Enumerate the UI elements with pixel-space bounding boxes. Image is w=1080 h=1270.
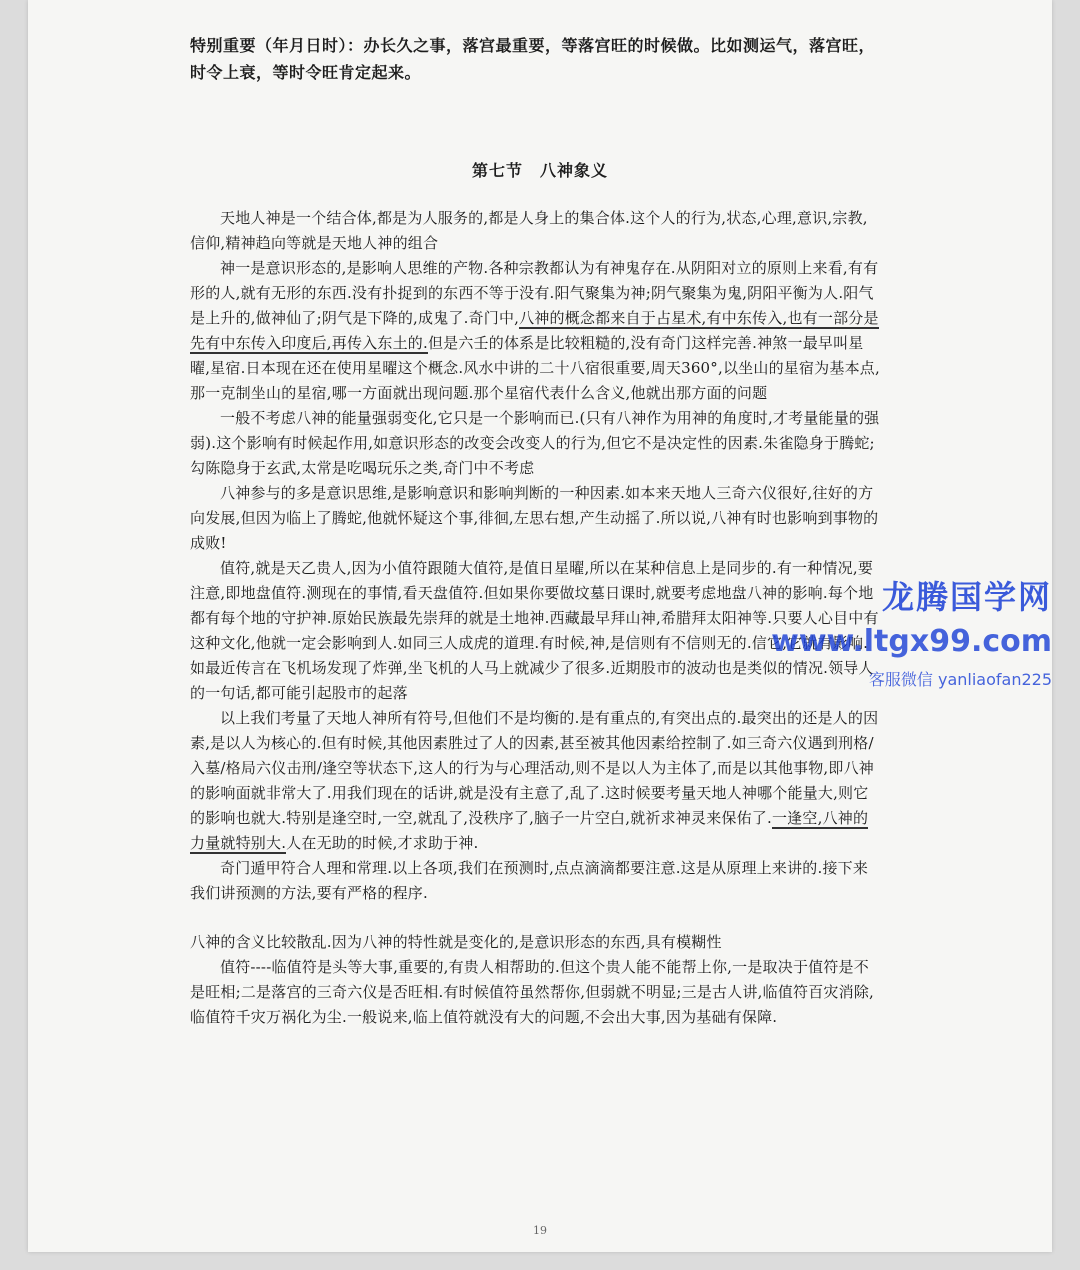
watermark-title: 龙腾国学网 [881,578,1052,616]
paragraph-7: 奇门遁甲符合人理和常理.以上各项,我们在预测时,点点滴滴都要注意.这是从原理上来讲的.接下来我们讲预测的方法,要有严格的程序. [190,859,869,902]
paragraph-8: 八神的含义比较散乱.因为八神的特性就是变化的,是意识形态的东西,具有模糊性 [190,933,722,951]
paragraph-6-tail: 人在无助的时候,才求助于神. [286,834,479,852]
paragraph-2 [190,256,880,406]
page-number: 19 [533,1224,547,1237]
paragraph-6-text: 以上我们考量了天地人神所有符号,但他们不是均衡的.是有重点的,有突出点的.最突出的还是人的因素,是以人为核心的.但有时候,其他因素胜过了人的因素,甚至被其他因素给控制了.如三奇六仪遇到刑格/入墓/格局六仪击刑/逢空等状态下,这人的行为与心理活动,则不是以人为主体了,而是以其他事物,即八神的影响面就非常大了.用我们现在的话讲,就是没有主意了,乱了.这时候要考量天地人神哪个能量大,则它的影响也就大.特别是逢空时,一空,就乱了,没秩序了,脑子一片空白,就祈求神灵来保佑了. [190,709,879,827]
paragraph-6 [190,706,880,856]
watermark-contact: 客服微信 yanliaofan225 [868,670,1052,689]
paragraph-3: 一般不考虑八神的能量强弱变化,它只是一个影响而已.(只有八神作为用神的角度时,才考量能量的强弱).这个影响有时候起作用,如意识形态的改变会改变人的行为,但它不是决定性的因素.朱雀隐身于腾蛇;勾陈隐身于玄武,太常是吃喝玩乐之类,奇门中不考虑 [190,409,880,477]
underlined-fengkong: 一逢空,八神的力量就特别大. [190,809,869,852]
intro-paragraph: 特别重要（年月日时）：办长久之事，落宫最重要，等落宫旺的时候做。比如测运气，落宫旺，时令上衰，等时令旺肯定起来。 [190,36,876,82]
paragraph-5: 值符,就是天乙贵人,因为小值符跟随大值符,是值日星曜,所以在某种信息上是同步的.有一种情况,要注意,即地盘值符.测现在的事情,看天盘值符.但如果你要做坟墓日课时,就要考虑地盘八神的影响.每个地都有每个地的守护神.原始民族最先崇拜的就是土地神.西藏最早拜山神,希腊拜太阳神等.只要人心目中有这种文化,他就一定会影响到人.如同三人成虎的道理.有时候,神,是信则有不信则无的.信它,它就有影响.如最近传言在飞机场发现了炸弹,坐飞机的人马上就减少了很多.近期股市的波动也是类似的情况.领导人的一句话,都可能引起股市的起落 [190,559,879,702]
section-title: 第七节 八神象义 [471,161,608,180]
paragraph-2-text: 神一是意识形态的,是影响人思维的产物.各种宗教都认为有神鬼存在.从阴阳对立的原则上来看,有有形的人,就有无形的东西.没有扑捉到的东西不等于没有.阳气聚集为神;阴气聚集为鬼,阴阳平衡为人.阳气是上升的,做神仙了;阴气是下降的,成鬼了.奇门中, [190,259,879,327]
paragraph-2-tail: 但是六壬的体系是比较粗糙的,没有奇门这样完善.神煞一最早叫星曜,星宿.日本现在还在使用星曜这个概念.风水中讲的二十八宿很重要,周天360°,以坐山的星宿为基本点,那一克制坐山的星宿,哪一方面就出现问题.那个星宿代表什么含义,他就出那方面的问题 [190,334,880,402]
watermark-url: www.ltgx99.com [771,624,1052,659]
watermark [771,572,1052,690]
paragraph-4: 八神参与的多是意识思维,是影响意识和影响判断的一种因素.如本来天地人三奇六仪很好,往好的方向发展,但因为临上了腾蛇,他就怀疑这个事,徘徊,左思右想,产生动摇了.所以说,八神有时也影响到事物的成败! [190,484,879,552]
paragraph-1: 天地人神是一个结合体,都是为人服务的,都是人身上的集合体.这个人的行为,状态,心理,意识,宗教,信仰,精神趋向等就是天地人神的组合 [190,209,868,252]
underlined-bashen-origin: 八神的概念都来自于占星术,有中东传入,也有一部分是先有中东传入印度后,再传入东土的. [190,309,879,352]
paragraph-9: 值符----临值符是头等大事,重要的,有贵人相帮助的.但这个贵人能不能帮上你,一是取决于值符是不是旺相;二是落宫的三奇六仪是否旺相.有时候值符虽然帮你,但弱就不明显;三是古人讲,临值符百灾消除,临值符千灾万祸化为尘.一般说来,临上值符就没有大的问题,不会出大事,因为基础有保障. [190,958,874,1026]
